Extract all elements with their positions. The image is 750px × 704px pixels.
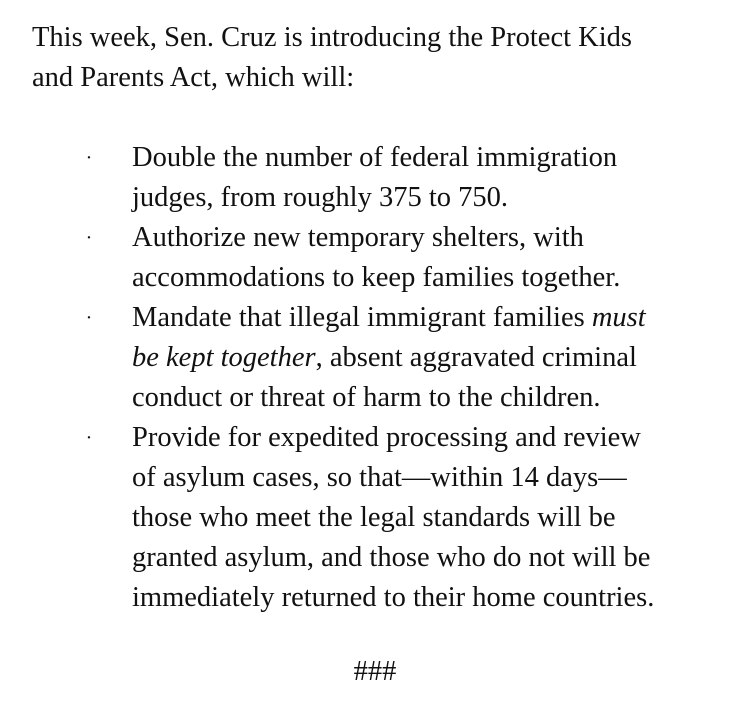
list-item-judges <box>0 138 728 218</box>
list-item-line: granted asylum, and those who do not will be <box>132 542 651 573</box>
end-mark: ### <box>353 656 397 687</box>
intro-line: and Parents Act, which will: <box>32 62 355 93</box>
list-item-families-together <box>0 298 728 418</box>
intro-line: This week, Sen. Cruz is introducing the Protect Kids <box>32 22 632 53</box>
list-item-shelters <box>0 218 728 298</box>
emphasis-text: be kept together <box>132 342 316 373</box>
provisions-list <box>0 138 750 618</box>
list-item-line: accommodations to keep families together. <box>132 262 621 293</box>
list-item-line: conduct or threat of harm to the children. <box>132 382 601 413</box>
bullet-dot-icon: · <box>85 147 93 169</box>
list-item-line <box>128 338 728 378</box>
list-item-text-segment: , absent aggravated criminal <box>315 342 637 373</box>
list-item-line: Double the number of federal immigration <box>132 142 618 173</box>
bullet-dot-icon: · <box>85 427 93 449</box>
list-item-line: Provide for expedited processing and review <box>132 422 641 453</box>
list-item-text <box>128 418 728 618</box>
list-item-line: immediately returned to their home countries. <box>132 582 655 613</box>
list-item-asylum <box>0 418 728 618</box>
list-item-text <box>128 218 728 298</box>
bullet-dot-icon: · <box>85 227 93 249</box>
bullet-dot-icon: · <box>85 307 93 329</box>
list-item-line: those who meet the legal standards will be <box>132 502 616 533</box>
list-item-text <box>128 298 728 418</box>
list-item-line: judges, from roughly 375 to 750. <box>132 182 509 213</box>
list-item-text-segment: Mandate that illegal immigrant families <box>132 302 592 333</box>
list-item-text <box>128 138 728 218</box>
list-item-line: of asylum cases, so that—within 14 days— <box>132 462 627 493</box>
list-item-line <box>128 298 728 338</box>
intro-paragraph <box>32 18 732 98</box>
list-item-line: Authorize new temporary shelters, with <box>132 222 584 253</box>
emphasis-text: must <box>591 302 646 333</box>
